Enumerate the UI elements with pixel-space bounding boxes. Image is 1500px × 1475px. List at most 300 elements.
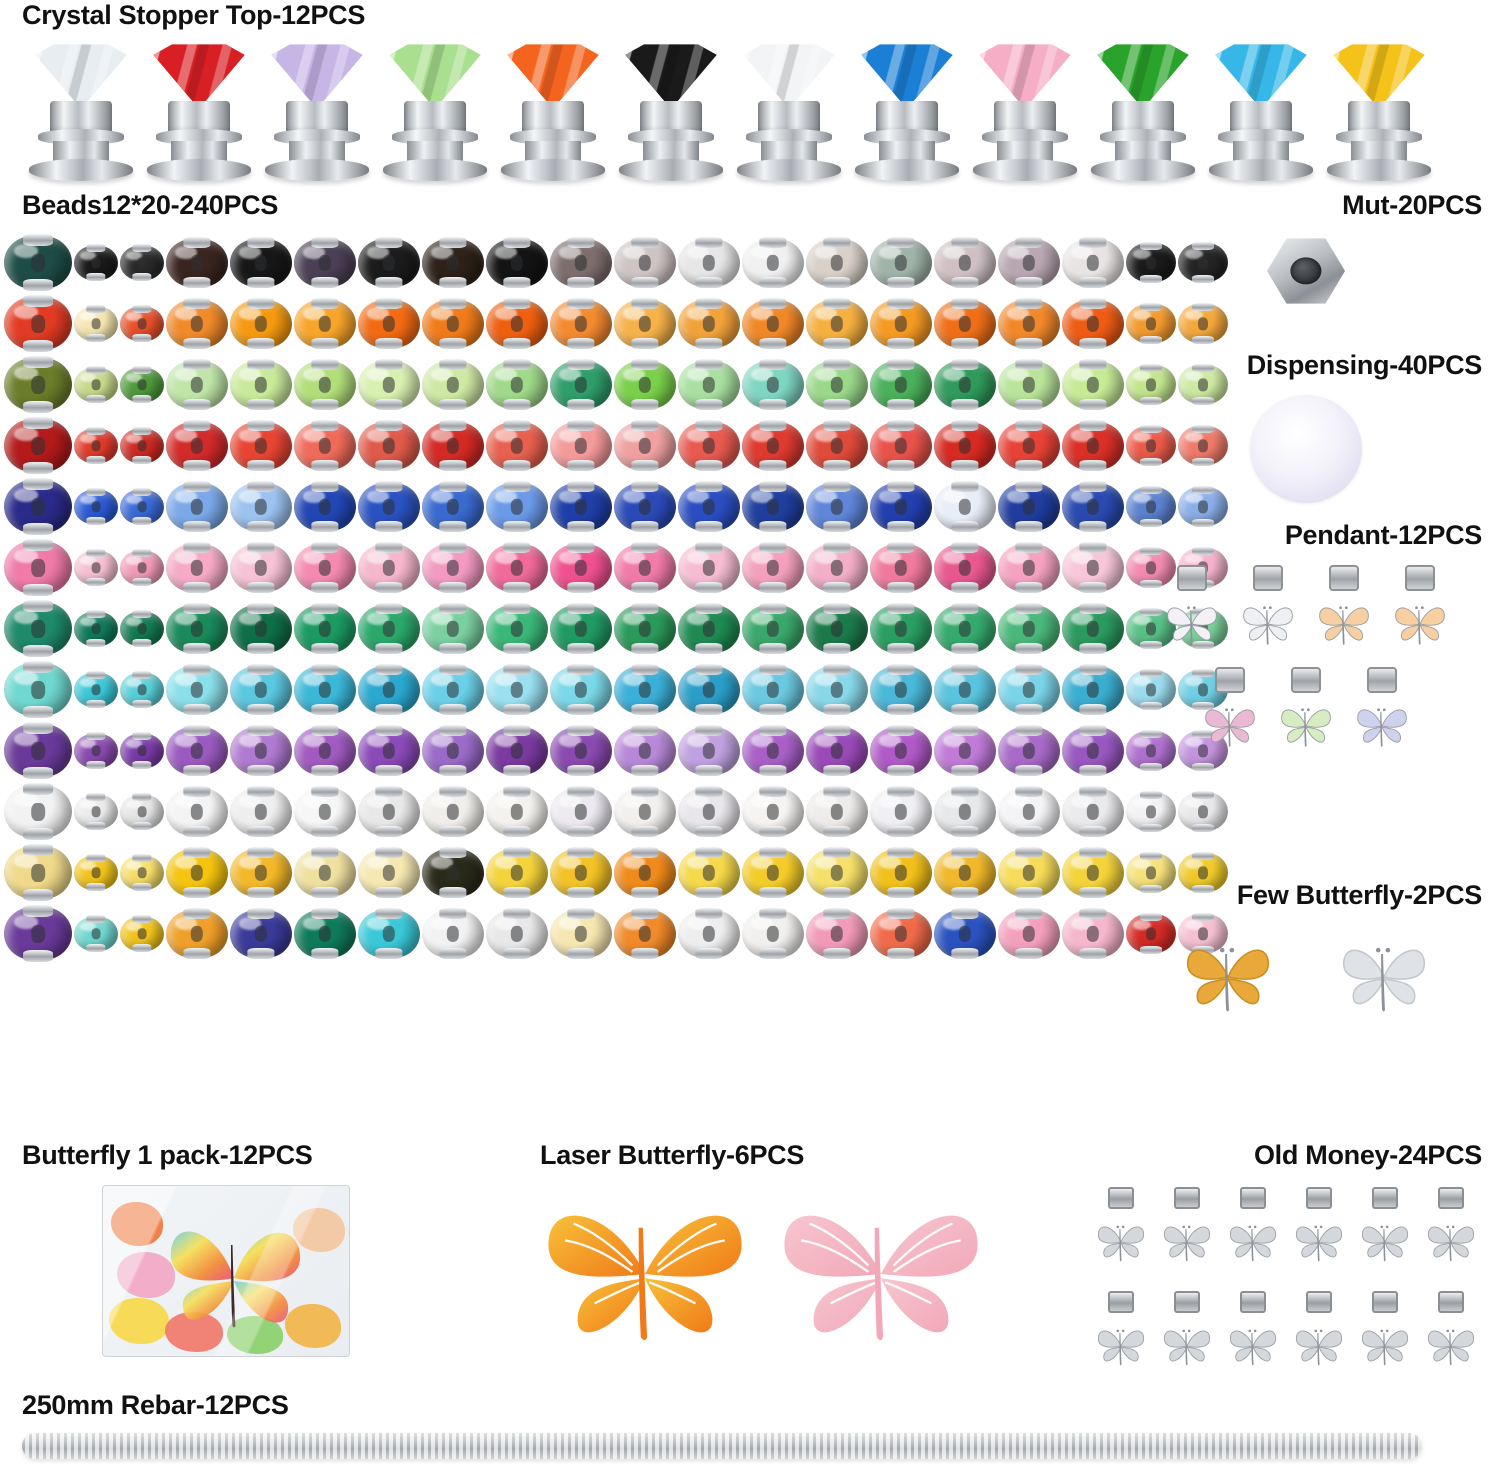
bead-hole xyxy=(255,864,267,880)
bead-hole xyxy=(703,559,715,575)
bead-hole xyxy=(703,498,715,514)
section-label-crystal-stoppers: Crystal Stopper Top-12PCS xyxy=(22,0,366,30)
bead xyxy=(74,734,118,768)
bead xyxy=(166,910,228,958)
butterfly-icon xyxy=(1094,1317,1148,1375)
bead xyxy=(74,673,118,707)
bead-hole xyxy=(895,559,907,575)
bead-hole xyxy=(31,924,45,942)
butterfly-icon xyxy=(1160,1317,1214,1375)
bead-hole xyxy=(1198,866,1208,879)
bead-hole xyxy=(255,620,267,636)
bead xyxy=(1062,300,1124,348)
bead xyxy=(934,361,996,409)
section-label-rebar: 250mm Rebar-12PCS xyxy=(22,1390,289,1420)
bead-hole xyxy=(447,925,459,941)
bead xyxy=(294,239,356,287)
knob-base xyxy=(619,159,723,181)
black-crystal-knob xyxy=(612,37,730,187)
section-crystal-stoppers xyxy=(22,0,1482,187)
bead xyxy=(4,419,72,472)
bead-hole xyxy=(831,864,843,880)
bead xyxy=(4,541,72,594)
bead-hole xyxy=(1146,317,1156,330)
section-butterfly-pack xyxy=(22,1140,522,1357)
bead xyxy=(742,239,804,287)
bead-hole xyxy=(1087,620,1099,636)
bead xyxy=(294,788,356,836)
section-label-beads: Beads12*20-240PCS xyxy=(22,190,279,220)
bead xyxy=(678,300,740,348)
bead xyxy=(120,368,164,402)
bead xyxy=(614,544,676,592)
bead-hole xyxy=(31,619,45,637)
bead-hole xyxy=(703,376,715,392)
knob-base xyxy=(29,159,133,181)
bead-hole xyxy=(1087,315,1099,331)
bead xyxy=(1178,792,1228,831)
bead xyxy=(74,917,118,951)
bead-hole xyxy=(31,497,45,515)
butterfly-icon xyxy=(1315,595,1373,653)
bead xyxy=(358,483,420,531)
bead-hole xyxy=(138,684,147,696)
bead-hole xyxy=(92,806,101,818)
bead-hole xyxy=(639,559,651,575)
bead-hole xyxy=(959,803,971,819)
bead-hole xyxy=(1087,498,1099,514)
bead-hole xyxy=(92,318,101,330)
bead xyxy=(806,544,868,592)
bead xyxy=(166,666,228,714)
bead-hole xyxy=(831,437,843,453)
bead-hole xyxy=(767,864,779,880)
knob-base xyxy=(265,159,369,181)
bead xyxy=(1062,422,1124,470)
bead-hole xyxy=(138,806,147,818)
bead-hole xyxy=(447,681,459,697)
bead-hole xyxy=(255,559,267,575)
bead-hole xyxy=(319,864,331,880)
bead xyxy=(1178,304,1228,343)
bead xyxy=(486,910,548,958)
bead xyxy=(486,239,548,287)
pink-crystal-knob xyxy=(966,37,1084,187)
bead-hole xyxy=(831,498,843,514)
bead-hole xyxy=(255,925,267,941)
bead xyxy=(934,788,996,836)
bead xyxy=(806,300,868,348)
bead xyxy=(934,910,996,958)
bead xyxy=(166,361,228,409)
bead xyxy=(934,727,996,775)
bead-hole xyxy=(767,559,779,575)
bead xyxy=(294,849,356,897)
light-blue-crystal-knob xyxy=(1202,37,1320,187)
butterfly-icon xyxy=(1353,697,1411,755)
bead-row-orange xyxy=(4,293,1230,354)
white-crystal-knob xyxy=(730,37,848,187)
blue-crystal-knob xyxy=(848,37,966,187)
bead-hole xyxy=(959,742,971,758)
bead xyxy=(294,544,356,592)
bead xyxy=(166,544,228,592)
bead xyxy=(998,788,1060,836)
bead xyxy=(4,846,72,899)
bead xyxy=(998,849,1060,897)
bead xyxy=(678,544,740,592)
bead-hole xyxy=(1023,620,1035,636)
bead-hole xyxy=(92,562,101,574)
bead xyxy=(1062,727,1124,775)
bead xyxy=(870,544,932,592)
bead xyxy=(806,361,868,409)
bead-hole xyxy=(1087,864,1099,880)
bead xyxy=(358,422,420,470)
bead xyxy=(614,239,676,287)
bead-hole xyxy=(767,315,779,331)
bead xyxy=(358,788,420,836)
charm-bail xyxy=(1367,667,1397,693)
bead-hole xyxy=(639,315,651,331)
bead xyxy=(870,849,932,897)
bead-hole xyxy=(703,803,715,819)
bead xyxy=(230,239,292,287)
bead xyxy=(806,666,868,714)
section-label-pendant: Pendant-12PCS xyxy=(1284,520,1482,550)
bead xyxy=(678,910,740,958)
bead xyxy=(422,788,484,836)
knob-base xyxy=(855,159,959,181)
bead-hole xyxy=(1023,498,1035,514)
charm-bail xyxy=(1405,565,1435,591)
old-money-charm xyxy=(1420,1187,1482,1281)
bead xyxy=(998,300,1060,348)
bead-hole xyxy=(92,867,101,879)
bead-hole xyxy=(703,254,715,270)
bead-hole xyxy=(1087,254,1099,270)
bead-hole xyxy=(1023,437,1035,453)
bead xyxy=(294,666,356,714)
bead xyxy=(1062,544,1124,592)
bead-hole xyxy=(31,314,45,332)
section-laser-butterfly xyxy=(540,1140,1060,1359)
bead xyxy=(74,307,118,341)
pendant-butterfly-peach xyxy=(1311,565,1377,661)
bead-hole xyxy=(31,802,45,820)
bead xyxy=(422,666,484,714)
bead-hole xyxy=(31,863,45,881)
laser-butterfly-pastel xyxy=(776,1189,986,1359)
bead-hole xyxy=(959,315,971,331)
bead xyxy=(870,239,932,287)
bead-hole xyxy=(191,376,203,392)
bead xyxy=(806,483,868,531)
bead xyxy=(120,734,164,768)
bead xyxy=(870,605,932,653)
knob-gem xyxy=(147,43,251,109)
bead xyxy=(998,727,1060,775)
bead xyxy=(678,239,740,287)
bead-hole xyxy=(383,742,395,758)
laser-butterfly-row xyxy=(540,1189,1060,1359)
bead xyxy=(294,361,356,409)
bead xyxy=(74,551,118,585)
bead-hole xyxy=(138,257,147,269)
bead xyxy=(486,788,548,836)
bead xyxy=(422,361,484,409)
knob-gem xyxy=(737,43,841,109)
bead-hole xyxy=(447,376,459,392)
pendant-charm-grid xyxy=(1130,565,1482,763)
butterfly-pack-bag xyxy=(102,1185,350,1357)
bead xyxy=(294,605,356,653)
dispensing-disc xyxy=(1250,395,1362,503)
laser-butterfly-orange xyxy=(540,1189,750,1359)
bead-hole xyxy=(447,864,459,880)
knob-base xyxy=(737,159,841,181)
bead-hole xyxy=(831,681,843,697)
old-money-charm xyxy=(1222,1291,1284,1385)
bead xyxy=(358,544,420,592)
bead-hole xyxy=(767,742,779,758)
bead-row-green xyxy=(4,598,1230,659)
bead-hole xyxy=(511,559,523,575)
bead-hole xyxy=(138,501,147,513)
bead-hole xyxy=(255,437,267,453)
bead-hole xyxy=(639,498,651,514)
section-rebar xyxy=(22,1390,1482,1459)
butterfly-icon xyxy=(1239,595,1297,653)
bead-hole xyxy=(831,620,843,636)
bead-row-blue xyxy=(4,476,1230,537)
bead-hole xyxy=(703,315,715,331)
bead xyxy=(166,788,228,836)
yellow-crystal-knob xyxy=(1320,37,1438,187)
bead-hole xyxy=(319,742,331,758)
knob-base xyxy=(973,159,1077,181)
bead-hole xyxy=(1087,742,1099,758)
old-money-charm xyxy=(1090,1291,1152,1385)
bead xyxy=(550,788,612,836)
bead xyxy=(1126,792,1176,831)
bead-hole xyxy=(447,742,459,758)
bead-hole xyxy=(31,375,45,393)
bead-hole xyxy=(767,437,779,453)
bead-hole xyxy=(575,376,587,392)
section-few-butterfly xyxy=(1130,880,1482,1025)
bead-hole xyxy=(575,498,587,514)
bead-hole xyxy=(959,681,971,697)
bead xyxy=(806,910,868,958)
bead xyxy=(422,605,484,653)
knob-base xyxy=(383,159,487,181)
old-money-charm xyxy=(1288,1187,1350,1281)
green-crystal-knob xyxy=(1084,37,1202,187)
bead xyxy=(358,361,420,409)
bead-hole xyxy=(639,803,651,819)
bead xyxy=(806,849,868,897)
butterfly-icon xyxy=(1424,1317,1478,1375)
bead xyxy=(742,422,804,470)
bead-hole xyxy=(138,440,147,452)
bead xyxy=(4,236,72,289)
bead-hole xyxy=(31,741,45,759)
elastic-cord xyxy=(22,1433,1422,1459)
bead xyxy=(4,907,72,960)
bead xyxy=(678,483,740,531)
knob-gem xyxy=(1327,43,1431,109)
butterfly-icon xyxy=(1160,1213,1214,1271)
bead xyxy=(998,605,1060,653)
orange-crystal-knob xyxy=(494,37,612,187)
bead xyxy=(166,727,228,775)
bead-hole xyxy=(959,437,971,453)
bead-hole xyxy=(703,437,715,453)
charm-bail xyxy=(1108,1187,1134,1209)
knob-gem xyxy=(29,43,133,109)
bead xyxy=(422,483,484,531)
bead-hole xyxy=(511,315,523,331)
bead xyxy=(230,422,292,470)
bead-hole xyxy=(895,498,907,514)
bead xyxy=(4,663,72,716)
bead xyxy=(4,602,72,655)
bead-row-pink xyxy=(4,537,1230,598)
pendant-butterfly-peach xyxy=(1387,565,1453,661)
butterfly-icon xyxy=(1358,1317,1412,1375)
charm-bail xyxy=(1240,1187,1266,1209)
bead xyxy=(120,307,164,341)
bead-hole xyxy=(767,803,779,819)
bead xyxy=(614,849,676,897)
bead-hole xyxy=(639,254,651,270)
old-money-charm xyxy=(1354,1291,1416,1385)
bead-hole xyxy=(639,864,651,880)
bead xyxy=(1126,304,1176,343)
section-label-butterfly-pack: Butterfly 1 pack-12PCS xyxy=(22,1140,313,1170)
pack-bag-sheen xyxy=(103,1186,349,1356)
bead xyxy=(742,605,804,653)
knob-base xyxy=(147,159,251,181)
bead-hole xyxy=(511,803,523,819)
bead xyxy=(120,673,164,707)
bead-hole xyxy=(138,379,147,391)
bead-hole xyxy=(511,437,523,453)
bead xyxy=(742,666,804,714)
bead-hole xyxy=(1146,805,1156,818)
bead xyxy=(230,361,292,409)
bead-hole xyxy=(895,864,907,880)
bead xyxy=(614,483,676,531)
bead xyxy=(870,422,932,470)
bead xyxy=(74,795,118,829)
section-pendant xyxy=(1130,520,1482,763)
bead-hole xyxy=(92,684,101,696)
bead-hole xyxy=(319,803,331,819)
bead xyxy=(230,666,292,714)
pendant-butterfly-white xyxy=(1235,565,1301,661)
bead xyxy=(742,544,804,592)
bead-hole xyxy=(1023,376,1035,392)
bead-hole xyxy=(383,925,395,941)
bead-hole xyxy=(319,498,331,514)
bead-hole xyxy=(959,864,971,880)
bead-hole xyxy=(703,925,715,941)
knob-gem xyxy=(1209,43,1313,109)
bead xyxy=(998,910,1060,958)
bead-hole xyxy=(92,623,101,635)
bead xyxy=(230,483,292,531)
bead-hole xyxy=(1146,866,1156,879)
bead-hole xyxy=(191,620,203,636)
bead-hole xyxy=(92,928,101,940)
bead xyxy=(120,490,164,524)
bead xyxy=(1062,483,1124,531)
bead-hole xyxy=(1023,315,1035,331)
bead-hole xyxy=(447,498,459,514)
bead-hole xyxy=(831,376,843,392)
charm-bail xyxy=(1306,1291,1332,1313)
bead-hole xyxy=(639,437,651,453)
charm-bail xyxy=(1372,1187,1398,1209)
bead xyxy=(120,856,164,890)
bead-hole xyxy=(895,437,907,453)
butterfly-icon xyxy=(1358,1213,1412,1271)
bead-hole xyxy=(383,315,395,331)
bead-hole xyxy=(447,254,459,270)
bead xyxy=(230,544,292,592)
bead xyxy=(934,849,996,897)
bead xyxy=(230,910,292,958)
bead-row-cyan xyxy=(4,659,1230,720)
bead xyxy=(358,910,420,958)
bead-row-red xyxy=(4,415,1230,476)
bead-hole xyxy=(319,559,331,575)
knob-gem xyxy=(265,43,369,109)
bead xyxy=(486,605,548,653)
bead-hole xyxy=(895,254,907,270)
bead xyxy=(614,666,676,714)
bead xyxy=(806,422,868,470)
knob-base xyxy=(1091,159,1195,181)
bead xyxy=(550,910,612,958)
bead-hole xyxy=(447,315,459,331)
charm-bail xyxy=(1174,1187,1200,1209)
bead-hole xyxy=(191,498,203,514)
bead xyxy=(422,239,484,287)
bead-hole xyxy=(31,253,45,271)
bead-hole xyxy=(511,864,523,880)
bead-hole xyxy=(959,925,971,941)
bead-hole xyxy=(1087,437,1099,453)
bead xyxy=(614,422,676,470)
bead xyxy=(870,361,932,409)
bead-hole xyxy=(138,562,147,574)
bead xyxy=(230,849,292,897)
bead-hole xyxy=(511,742,523,758)
section-old-money xyxy=(1090,1140,1482,1385)
bead-hole xyxy=(191,437,203,453)
bead xyxy=(614,300,676,348)
bead-hole xyxy=(92,745,101,757)
bead xyxy=(422,849,484,897)
knob-gem xyxy=(1091,43,1195,109)
butterfly-icon xyxy=(1163,595,1221,653)
bead xyxy=(998,666,1060,714)
bead xyxy=(4,724,72,777)
bead xyxy=(550,727,612,775)
